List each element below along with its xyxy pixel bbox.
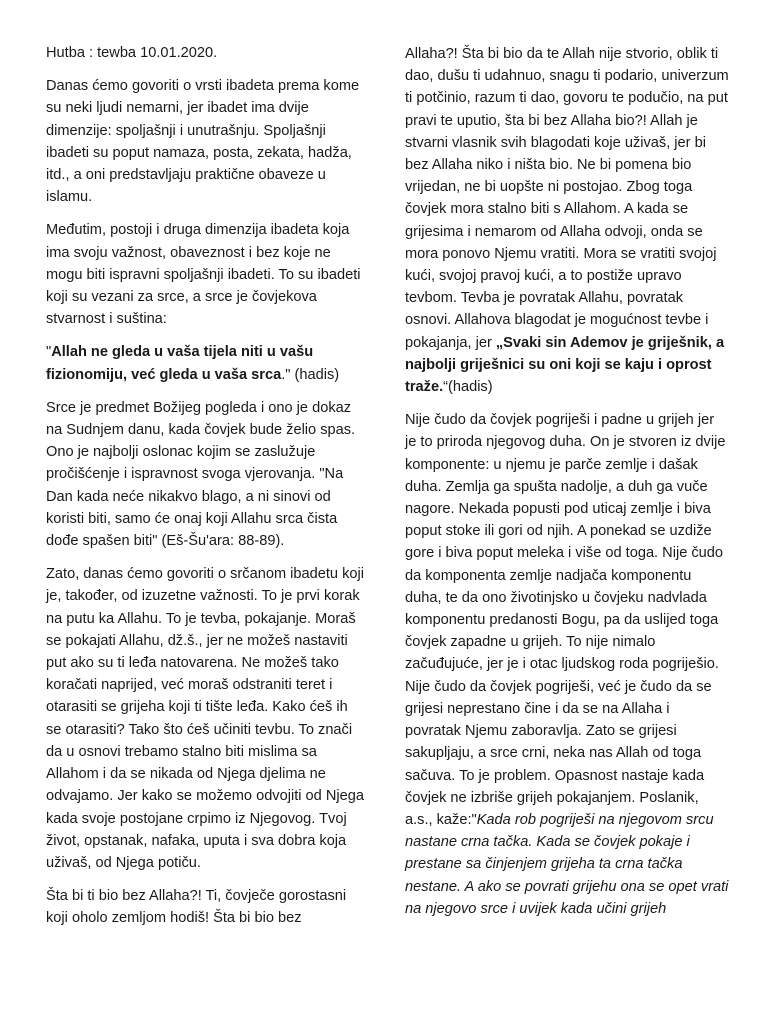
hadith-bold-text-2: „Svaki sin Ademov je griješnik, a najbolji griješnici su oni koji se kaju i oprost traže.	[405, 334, 725, 396]
continuation-text: Allaha?! Šta bi bio da te Allah nije stvorio, oblik ti dao, dušu ti udahnuo, snagu ti podario, univerzum ti potčinio, razum ti dao, govoru te podučio, na put pravi te uputio, šta bi bez Allaha bio?! Allah je stvarni vlasnik svih blagodati koje uživaš, jer bi bez Allaha niko i ništa bio. Ne bi pomena bio vrijedan, ne bi uopšte ni postojao. Zbog toga čovjek mora stalno biti s Allahom. A kada se grijesima i nemarom od Allaha odvoji, onda se mora ponovo Njemu vratiti. Mora se vratiti svojoj kući, svojoj pravoj kući, a to postiže upravo tevbom. Tevba je povratak Allahu, povratak osnovi. Allahova blagodat je mogućnost tevbe i pokajanja, jer	[405, 46, 729, 351]
paragraph-without-allah: Šta bi ti bio bez Allaha?! Ti, čovječe gorostasni koji oholo zemljom hodiš! Šta bi bio bez	[46, 888, 347, 927]
paragraph-hadith-quote	[46, 341, 366, 385]
paragraph-intro: Danas ćemo govoriti o vrsti ibadeta prema kome su neki ljudi nemarni, jer ibadet ima dvije dimenzije: spoljašnji i unutrašnju. Spoljašnji ibadeti su poput namaza, posta, zekata, hadža, itd., a oni predstavljaju praktične obaveze u islamu.	[46, 78, 360, 206]
paragraph-continuation	[405, 43, 729, 398]
human-nature-text: Nije čudo da čovjek pogriješi i padne u grijeh jer je to priroda njegovog duha. On je stvoren iz dvije komponente: u njemu je parče zemlje i dašak duha. Zemlja ga spušta nadolje, a duh ga vuče nagore. Nekada popusti pod uticaj zemlje i biva poput stoke ili gori od njih. A ponekad se uzdiže gore i biva poput meleka i više od toga. Nije čudo da komponenta zemlje nadjača komponentu duha, te da ono životinjsko u čovjeku nadvlada komponentu predanosti Bogu, pa da uslijed toga čovjek zapadne u grijeh. To nije nimalo začuđujuće, jer je i otac ljudskog roda pogriješio. Nije čudo da čovjek pogriješi, već je čudo da se grijesi neprestano čine i da se na Allaha i povratak Njemu zaboravlja. Zato se grijesi sakupljaju, a srce crni, neka nas Allah od toga sačuva. To je problem. Opasnost nastaje kada čovjek ne izbriše grijeh pokajanjem. Poslanik, a.s., kaže:"	[405, 412, 726, 828]
paragraph-heart: Srce je predmet Božijeg pogleda i ono je dokaz na Sudnjem danu, kada čovjek bude želio spas. Ono je najbolji oslonac kojim se zaslužuje pročišćenje i ispravnost svoga vjerovanja. "Na Dan kada neće nikakvo blago, a ni sinovi od koristi biti, samo će onaj koji Allahu srca čista dođe spašen biti" (Eš-Šu'ara: 88-89).	[46, 399, 356, 550]
paragraph-tevba: Zato, danas ćemo govoriti o srčanom ibadetu koji je, također, od izuzetne važnosti. To je prvi korak na putu ka Allahu. To je tevba, pokajanje. Moraš se pokajati Allahu, dž.š., jer ne možeš nastaviti put ako su ti leđa natovarena. Ne možeš tako koračati naprijed, već moraš odstraniti teret i otarasiti se grijeha koji ti tište leđa. Kako ćeš ih se otarasiti? Tako što ćeš učiniti tevbu. To znači da u osnovi trebamo stalno biti mislima sa Allahom i da se nikada od Njega djelima ne odvajamo. Jer kako se možemo odvojiti od Njega kada svoje postojane crpimo iz Njegovog. Tvoj život, opstanak, nafaka, uputa i sva dobra koja uživaš, od Njega potiču.	[46, 566, 364, 871]
hadith-italic-text: Kada rob pogriješi na njegovom srcu nastane crna tačka. Kada se čovjek pokaje i prestane sa činjenjem grijeha ta crna tačka nestane. A ako se povrati grijehu ona se opet vrati na njegovo srce i uvijek kada učini grijeh	[405, 811, 729, 917]
left-column	[46, 0, 366, 941]
right-column	[405, 0, 729, 931]
hadith-bold-text: Allah ne gleda u vaša tijela niti u vašu fizionomiju, već gleda u vaša srca	[46, 344, 314, 383]
quote-tail: ." (hadis)	[281, 366, 340, 383]
quote-open: "	[46, 344, 52, 361]
paragraph-second-dimension: Međutim, postoji i druga dimenzija ibadeta koja ima svoju važnost, obaveznost i bez koje ne mogu biti ispravni spoljašnji ibadeti. To su ibadeti koji su vezani za srce, a srce je čovjekova stvarnost i suština:	[46, 222, 361, 328]
document-title: Hutba : tewba 10.01.2020.	[46, 45, 218, 61]
paragraph-human-nature	[405, 409, 729, 920]
hadith-source: “(hadis)	[443, 379, 493, 396]
